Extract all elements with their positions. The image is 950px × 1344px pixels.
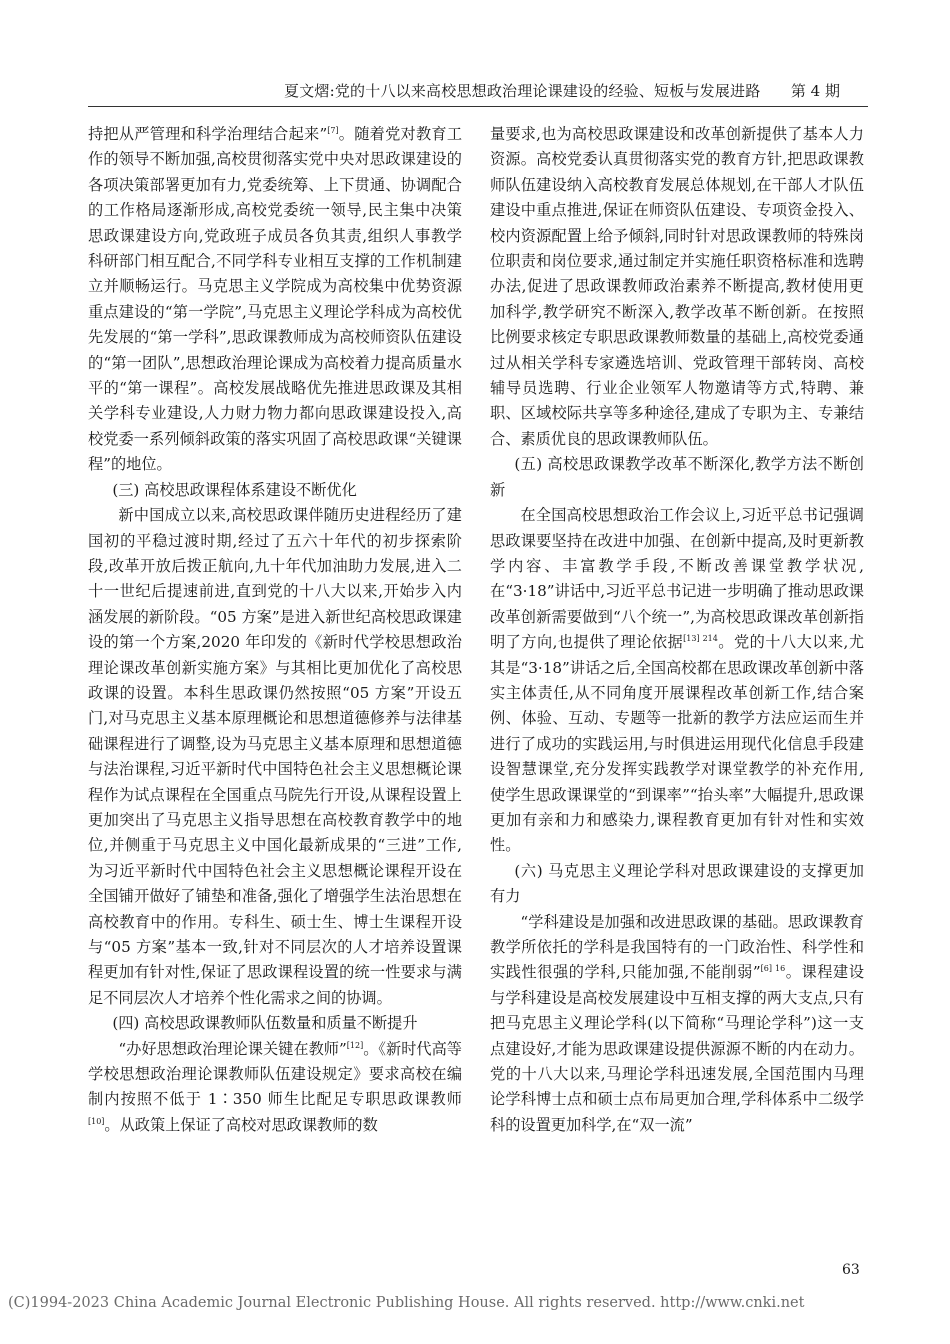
left-column bbox=[88, 122, 462, 1138]
citation-ref: [13] 214 bbox=[683, 634, 718, 644]
paragraph: 新中国成立以来,高校思政课伴随历史进程经历了建国初的平稳过渡时期,经过了五六十年代的初步探索阶段,改革开放后拨正航向,九十年代加油助力发展,进入二十一世纪后提速前进,直到党的十八大以来,开始步入内涵发展的新阶段。“05 方案”是进入新世纪高校思政课建设的第一个方案,2020 年印发的《新时代学校思想政治理论课改革创新实施方案》与其相比更加优化了高校思政课的设置。本科生思政课仍然按照“05 方案”开设五门,对马克思主义基本原理概论和思想道德修养与法律基础课程进行了调整,设为马克思主义基本原理和思想道德与法治课程,习近平新时代中国特色社会主义思想概论课程作为试点课程在全国重点马院先行开设,从课程设置上更加突出了马克思主义指导思想在高校教育教学中的地位,并侧重于马克思主义中国化最新成果的“三进”工作,为习近平新时代中国特色社会主义思想概论课程开设在全国铺开做好了铺垫和准备,强化了增强学生法治思想在高校教育中的作用。专科生、硕士生、博士生课程开设与“05 方案”基本一致,针对不同层次的人才培养设置课程更加有针对性,保证了思政课程设置的统一性要求与满足不同层次人才培养个性化需求之间的协调。 bbox=[88, 506, 462, 1007]
citation-ref: [6] 16 bbox=[760, 964, 786, 974]
section-heading-4: (四) 高校思政课教师队伍数量和质量不断提升 bbox=[112, 1014, 418, 1033]
citation-ref: [12] bbox=[346, 1040, 364, 1050]
copyright-footer: (C)1994-2023 China Academic Journal Electronic Publishing House. All rights reserved. http://www.cnki.net bbox=[8, 1295, 805, 1311]
header-issue: 第 4 期 bbox=[790, 82, 840, 100]
citation-ref: [7] bbox=[327, 125, 339, 135]
paragraph: “办好思想政治理论课关键在教师”[12]。《新时代高等学校思想政治理论课教师队伍建设规定》要求高校在编制内按照不低于 1∶350 师生比配足专职思政课教师[10]。从政策上保证了高校对思政课教师的数 bbox=[88, 1039, 462, 1134]
running-header bbox=[88, 76, 868, 107]
paragraph: 在全国高校思想政治工作会议上,习近平总书记强调思政课要坚持在改进中加强、在创新中提高,及时更新教学内容、丰富教学手段,不断改善课堂教学状况,在“3·18”讲话中,习近平总书记进一步明确了推动思政课改革创新需要做到“八个统一”,为高校思政课改革创新指明了方向,也提供了理论依据$^{[13] 214}$。党的十八大以来,尤其是“3·18”讲话之后,全国高校都在思政课改革创新中落实主体责任,从不同角度开展课程改革创新工作,结合案例、体验、互动、专题等一批新的教学方法应运而生并进行了成功的实践运用,与时俱进运用现代化信息手段建设智慧课堂,充分发挥实践教学对课堂教学的补充作用,使学生思政课课堂的“到课率”“抬头率”大幅提升,思政课更加有亲和力和感染力,课程教育更加有针对性和实效性。 bbox=[490, 506, 865, 855]
section-heading-5: (五) 高校思政课教学改革不断深化,教学方法不断创新 bbox=[490, 455, 864, 499]
citation-ref: [10] bbox=[88, 1116, 105, 1126]
header-title: 夏文熠:党的十八以来高校思想政治理论课建设的经验、短板与发展进路 bbox=[284, 82, 761, 100]
right-column bbox=[490, 122, 864, 1138]
paragraph: 持把从严管理和科学治理结合起来”[7]。随着党对教育工作的领导不断加强,高校贯彻落实党中央对思政课建设的各项决策部署更加有力,党委统筹、上下贯通、协调配合的工作格局逐渐形成,高校党委统一领导,民主集中决策思政课建设方向,党政班子成员各负其责,组织人事教学科研部门相互配合,不同学科专业相互支撑的工作机制建立并顺畅运行。马克思主义学院成为高校集中优势资源重点建设的“第一学院”,马克思主义理论学科成为高校优先发展的“第一学科”,思政课教师成为高校师资队伍建设的“第一团队”,思想政治理论课成为高校着力提高质量水平的“第一课程”。高校发展战略优先推进思政课及其相关学科专业建设,人力财力物力都向思政课建设投入,高校党委一系列倾斜政策的落实巩固了高校思政课“关键课程”的地位。 bbox=[88, 125, 463, 474]
paragraph: “学科建设是加强和改进思政课的基础。思政课教育教学所依托的学科是我国特有的一门政治性、科学性和实践性很强的学科,只能加强,不能削弱”$^{[6] 16}$。课程建设与学科建设是高校发展建设中互相支撑的两大支点,只有把马克思主义理论学科(以下简称“马理论学科”)这一支点建设好,才能为思政课建设提供源源不断的内在动力。党的十八大以来,马理论学科迅速发展,全国范围内马理论学科博士点和硕士点布局更加合理,学科体系中二级学科的设置更加科学,在“双一流” bbox=[490, 912, 865, 1134]
section-heading-3: (三) 高校思政课程体系建设不断优化 bbox=[112, 480, 357, 499]
paragraph: 量要求,也为高校思政课建设和改革创新提供了基本人力资源。高校党委认真贯彻落实党的教育方针,把思政课教师队伍建设纳入高校教育发展总体规划,在干部人才队伍建设中重点推进,保证在师资队伍建设、专项资金投入、校内资源配置上给予倾斜,同时针对思政课教师的特殊岗位职责和岗位要求,通过制定并实施任职资格标准和选聘办法,促进了思政课教师政治素养不断提高,教材使用更加科学,教学研究不断深入,教学改革不断创新。在按照比例要求核定专职思政课教师数量的基础上,高校党委通过从相关学科专家遴选培训、党政管理干部转岗、高校辅导员选聘、行业企业领军人物邀请等方式,特聘、兼职、区域校际共享等多种途径,建成了专职为主、专兼结合、素质优良的思政课教师队伍。 bbox=[490, 125, 864, 448]
section-heading-6: (六) 马克思主义理论学科对思政课建设的支撑更加有力 bbox=[490, 861, 864, 906]
page-number: 63 bbox=[842, 1262, 860, 1278]
